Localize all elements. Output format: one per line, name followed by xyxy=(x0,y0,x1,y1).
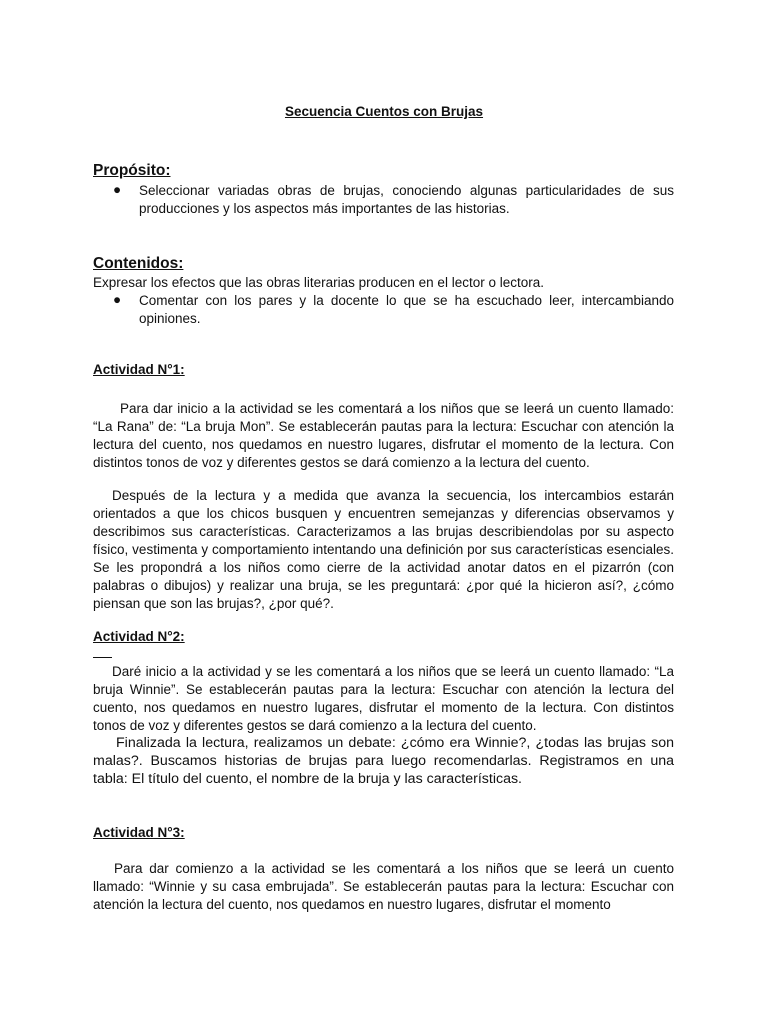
actividad3-paragraph1: Para dar comienzo a la actividad se les comentará a los niños que se leerá un cuento llamado: “Winnie y su casa embrujada”. Se establecerán pautas para la lectura: Escuchar con atención la lectura del cuento, nos quedamos en nuestro lugares, disfrutar el momento xyxy=(93,861,674,912)
actividad2-paragraph2: Finalizada la lectura, realizamos un debate: ¿cómo era Winnie?, ¿todas las brujas son malas?. Buscamos historias de brujas para luego recomendarlas. Registramos en una tabla: El título del cuento, el nombre de la bruja y las características. xyxy=(93,735,674,787)
contenidos-heading: Contenidos: xyxy=(93,255,184,272)
contenidos-bullet-text: Comentar con los pares y la docente lo que se ha escuchado leer, intercambiando opiniones. xyxy=(139,293,674,326)
actividad1-heading: Actividad N°1: xyxy=(93,362,185,377)
contenidos-bullet-icon: ● xyxy=(113,292,122,307)
contenidos-intro: Expresar los efectos que las obras literarias producen en el lector o lectora. xyxy=(93,275,544,290)
proposito-bullet-text: Seleccionar variadas obras de brujas, conociendo algunas particularidades de sus producciones y los aspectos más importantes de las historias. xyxy=(139,183,674,216)
actividad1-paragraph2: Después de la lectura y a medida que avanza la secuencia, los intercambios estarán orientados a que los chicos busquen y encuentren semejanzas y diferencias observamos y describimos sus características. Caracterizamos a las brujas describiendolas por su aspecto físico, vestimenta y comportamiento intentando una definición por sus características esenciales. Se les propondrá a los niños como cierre de la actividad anotar datos en el pizarrón (con palabras o dibujos) y realizar una bruja, se les preguntará: ¿por qué la hicieron así?, ¿cómo piensan que son las brujas?, ¿por qué?. xyxy=(93,488,674,611)
actividad3-heading: Actividad N°3: xyxy=(93,825,185,840)
actividad2-paragraph1: Daré inicio a la actividad y se les comentará a los niños que se leerá un cuento llamado: “La bruja Winnie”. Se establecerán pautas para la lectura: Escuchar con atención la lectura del cuento, nos quedamos en nuestro lugares, disfrutar el momento de la lectura. Con distintos tonos de voz y diferentes gestos se dará comienzo a la lectura del cuento. xyxy=(93,664,674,733)
actividad2-heading: Actividad N°2: xyxy=(93,629,185,644)
proposito-heading: Propósito: xyxy=(93,162,171,179)
actividad1-paragraph1: Para dar inicio a la actividad se les comentará a los niños que se leerá un cuento llamado: “La Rana” de: “La bruja Mon”. Se establecerán pautas para la lectura: Escuchar con atención la lectura del cuento, nos quedamos en nuestro lugares, disfrutar el momento de la lectura. Con distintos tonos de voz y diferentes gestos se dará comienzo a la lectura del cuento. xyxy=(93,401,674,470)
divider-dash xyxy=(93,657,112,658)
proposito-bullet-icon: ● xyxy=(113,182,122,197)
document-title: Secuencia Cuentos con Brujas xyxy=(284,104,484,119)
